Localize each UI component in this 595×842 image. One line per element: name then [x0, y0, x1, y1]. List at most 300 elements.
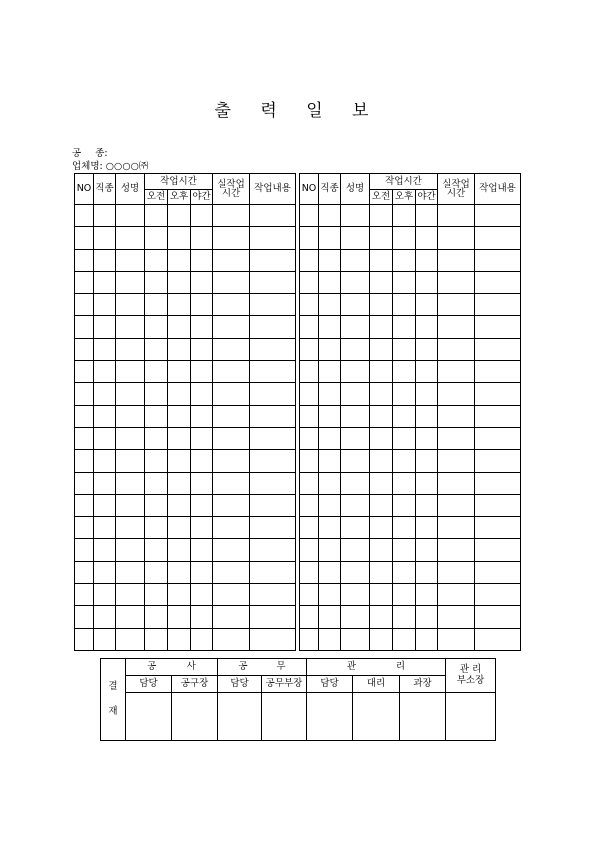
signature-cell[interactable] — [262, 693, 307, 741]
table-cell[interactable] — [191, 561, 213, 583]
table-cell[interactable] — [370, 205, 393, 227]
table-cell[interactable] — [168, 361, 191, 383]
table-cell[interactable] — [213, 316, 250, 338]
table-cell[interactable] — [300, 361, 319, 383]
table-cell[interactable] — [341, 427, 370, 449]
table-cell[interactable] — [300, 494, 319, 516]
table-cell[interactable] — [145, 227, 168, 249]
table-cell[interactable] — [438, 472, 475, 494]
table-cell[interactable] — [213, 294, 250, 316]
table-cell[interactable] — [475, 361, 521, 383]
table-cell[interactable] — [145, 294, 168, 316]
table-cell[interactable] — [75, 405, 94, 427]
table-cell[interactable] — [213, 361, 250, 383]
table-cell[interactable] — [438, 227, 475, 249]
table-cell[interactable] — [250, 427, 296, 449]
table-cell[interactable] — [213, 628, 250, 650]
table-cell[interactable] — [168, 450, 191, 472]
table-cell[interactable] — [341, 249, 370, 271]
table-cell[interactable] — [300, 227, 319, 249]
table-cell[interactable] — [300, 383, 319, 405]
table-cell[interactable] — [319, 316, 341, 338]
table-cell[interactable] — [191, 271, 213, 293]
table-cell[interactable] — [319, 227, 341, 249]
table-cell[interactable] — [191, 383, 213, 405]
table-cell[interactable] — [319, 472, 341, 494]
table-cell[interactable] — [370, 405, 393, 427]
table-cell[interactable] — [319, 205, 341, 227]
table-cell[interactable] — [75, 205, 94, 227]
table-cell[interactable] — [191, 606, 213, 628]
table-cell[interactable] — [191, 405, 213, 427]
table-cell[interactable] — [250, 628, 296, 650]
table-cell[interactable] — [168, 517, 191, 539]
signature-cell[interactable] — [446, 693, 496, 741]
table-cell[interactable] — [145, 494, 168, 516]
table-cell[interactable] — [300, 606, 319, 628]
table-cell[interactable] — [341, 383, 370, 405]
table-cell[interactable] — [116, 606, 145, 628]
table-cell[interactable] — [213, 227, 250, 249]
table-cell[interactable] — [319, 427, 341, 449]
table-cell[interactable] — [94, 450, 116, 472]
table-cell[interactable] — [475, 606, 521, 628]
table-cell[interactable] — [213, 205, 250, 227]
table-cell[interactable] — [116, 271, 145, 293]
table-cell[interactable] — [116, 450, 145, 472]
table-cell[interactable] — [416, 316, 438, 338]
table-cell[interactable] — [319, 405, 341, 427]
table-cell[interactable] — [94, 338, 116, 360]
table-cell[interactable] — [250, 316, 296, 338]
table-cell[interactable] — [438, 606, 475, 628]
table-cell[interactable] — [75, 338, 94, 360]
table-cell[interactable] — [438, 628, 475, 650]
table-cell[interactable] — [116, 383, 145, 405]
table-cell[interactable] — [116, 494, 145, 516]
table-cell[interactable] — [341, 561, 370, 583]
table-cell[interactable] — [416, 450, 438, 472]
table-cell[interactable] — [438, 561, 475, 583]
table-cell[interactable] — [116, 427, 145, 449]
table-cell[interactable] — [75, 561, 94, 583]
table-cell[interactable] — [145, 427, 168, 449]
table-cell[interactable] — [94, 361, 116, 383]
table-cell[interactable] — [116, 294, 145, 316]
table-cell[interactable] — [168, 338, 191, 360]
table-cell[interactable] — [393, 539, 416, 561]
table-cell[interactable] — [75, 427, 94, 449]
table-cell[interactable] — [145, 249, 168, 271]
table-cell[interactable] — [370, 383, 393, 405]
table-cell[interactable] — [438, 517, 475, 539]
table-cell[interactable] — [94, 427, 116, 449]
table-cell[interactable] — [475, 472, 521, 494]
table-cell[interactable] — [300, 338, 319, 360]
table-cell[interactable] — [393, 628, 416, 650]
table-cell[interactable] — [250, 539, 296, 561]
table-cell[interactable] — [341, 539, 370, 561]
table-cell[interactable] — [416, 628, 438, 650]
table-cell[interactable] — [300, 539, 319, 561]
table-cell[interactable] — [319, 561, 341, 583]
table-cell[interactable] — [94, 316, 116, 338]
table-cell[interactable] — [393, 606, 416, 628]
table-cell[interactable] — [341, 316, 370, 338]
signature-cell[interactable] — [126, 693, 172, 741]
table-cell[interactable] — [475, 316, 521, 338]
table-cell[interactable] — [300, 316, 319, 338]
table-cell[interactable] — [438, 205, 475, 227]
table-cell[interactable] — [145, 584, 168, 606]
table-cell[interactable] — [75, 316, 94, 338]
table-cell[interactable] — [438, 338, 475, 360]
table-cell[interactable] — [416, 338, 438, 360]
table-cell[interactable] — [341, 271, 370, 293]
table-cell[interactable] — [475, 561, 521, 583]
table-cell[interactable] — [438, 494, 475, 516]
table-cell[interactable] — [94, 271, 116, 293]
table-cell[interactable] — [341, 584, 370, 606]
table-cell[interactable] — [191, 472, 213, 494]
table-cell[interactable] — [475, 227, 521, 249]
table-cell[interactable] — [393, 450, 416, 472]
table-cell[interactable] — [191, 294, 213, 316]
table-cell[interactable] — [416, 606, 438, 628]
table-cell[interactable] — [319, 249, 341, 271]
table-cell[interactable] — [168, 227, 191, 249]
table-cell[interactable] — [393, 405, 416, 427]
table-cell[interactable] — [191, 338, 213, 360]
table-cell[interactable] — [168, 539, 191, 561]
signature-cell[interactable] — [172, 693, 218, 741]
table-cell[interactable] — [145, 472, 168, 494]
table-cell[interactable] — [191, 361, 213, 383]
table-cell[interactable] — [475, 450, 521, 472]
table-cell[interactable] — [250, 383, 296, 405]
table-cell[interactable] — [300, 584, 319, 606]
table-cell[interactable] — [168, 383, 191, 405]
table-cell[interactable] — [94, 494, 116, 516]
table-cell[interactable] — [191, 427, 213, 449]
table-cell[interactable] — [300, 405, 319, 427]
table-cell[interactable] — [393, 561, 416, 583]
table-cell[interactable] — [319, 271, 341, 293]
table-cell[interactable] — [393, 427, 416, 449]
table-cell[interactable] — [250, 227, 296, 249]
table-cell[interactable] — [475, 383, 521, 405]
table-cell[interactable] — [213, 405, 250, 427]
table-cell[interactable] — [145, 405, 168, 427]
table-cell[interactable] — [370, 472, 393, 494]
table-cell[interactable] — [370, 227, 393, 249]
table-cell[interactable] — [168, 494, 191, 516]
table-cell[interactable] — [116, 628, 145, 650]
table-cell[interactable] — [250, 249, 296, 271]
table-cell[interactable] — [75, 271, 94, 293]
table-cell[interactable] — [341, 405, 370, 427]
table-cell[interactable] — [213, 494, 250, 516]
table-cell[interactable] — [116, 338, 145, 360]
table-cell[interactable] — [438, 361, 475, 383]
table-cell[interactable] — [416, 249, 438, 271]
table-cell[interactable] — [145, 539, 168, 561]
table-cell[interactable] — [341, 494, 370, 516]
table-cell[interactable] — [370, 494, 393, 516]
table-cell[interactable] — [341, 227, 370, 249]
table-cell[interactable] — [370, 338, 393, 360]
table-cell[interactable] — [94, 205, 116, 227]
table-cell[interactable] — [416, 427, 438, 449]
table-cell[interactable] — [341, 361, 370, 383]
table-cell[interactable] — [191, 584, 213, 606]
table-cell[interactable] — [191, 227, 213, 249]
table-cell[interactable] — [75, 383, 94, 405]
table-cell[interactable] — [300, 561, 319, 583]
table-cell[interactable] — [393, 249, 416, 271]
table-cell[interactable] — [75, 361, 94, 383]
table-cell[interactable] — [116, 584, 145, 606]
table-cell[interactable] — [250, 271, 296, 293]
table-cell[interactable] — [341, 628, 370, 650]
table-cell[interactable] — [475, 271, 521, 293]
table-cell[interactable] — [168, 472, 191, 494]
table-cell[interactable] — [438, 405, 475, 427]
table-cell[interactable] — [475, 405, 521, 427]
table-cell[interactable] — [213, 539, 250, 561]
table-cell[interactable] — [319, 294, 341, 316]
table-cell[interactable] — [75, 294, 94, 316]
signature-cell[interactable] — [218, 693, 262, 741]
table-cell[interactable] — [370, 427, 393, 449]
table-cell[interactable] — [370, 294, 393, 316]
table-cell[interactable] — [94, 561, 116, 583]
table-cell[interactable] — [168, 584, 191, 606]
table-cell[interactable] — [416, 271, 438, 293]
table-cell[interactable] — [416, 584, 438, 606]
table-cell[interactable] — [250, 205, 296, 227]
table-cell[interactable] — [145, 606, 168, 628]
table-cell[interactable] — [319, 584, 341, 606]
table-cell[interactable] — [319, 361, 341, 383]
table-cell[interactable] — [75, 494, 94, 516]
table-cell[interactable] — [168, 271, 191, 293]
signature-cell[interactable] — [307, 693, 353, 741]
table-cell[interactable] — [213, 606, 250, 628]
table-cell[interactable] — [94, 628, 116, 650]
table-cell[interactable] — [370, 271, 393, 293]
table-cell[interactable] — [370, 606, 393, 628]
table-cell[interactable] — [191, 539, 213, 561]
table-cell[interactable] — [116, 472, 145, 494]
table-cell[interactable] — [475, 539, 521, 561]
table-cell[interactable] — [393, 205, 416, 227]
table-cell[interactable] — [319, 338, 341, 360]
table-cell[interactable] — [416, 294, 438, 316]
table-cell[interactable] — [370, 249, 393, 271]
table-cell[interactable] — [94, 517, 116, 539]
table-cell[interactable] — [75, 249, 94, 271]
table-cell[interactable] — [438, 539, 475, 561]
table-cell[interactable] — [393, 338, 416, 360]
table-cell[interactable] — [191, 494, 213, 516]
table-cell[interactable] — [341, 606, 370, 628]
table-cell[interactable] — [168, 606, 191, 628]
table-cell[interactable] — [145, 628, 168, 650]
table-cell[interactable] — [475, 628, 521, 650]
table-cell[interactable] — [75, 517, 94, 539]
table-cell[interactable] — [416, 539, 438, 561]
table-cell[interactable] — [319, 383, 341, 405]
table-cell[interactable] — [393, 227, 416, 249]
table-cell[interactable] — [213, 584, 250, 606]
table-cell[interactable] — [475, 584, 521, 606]
table-cell[interactable] — [475, 294, 521, 316]
table-cell[interactable] — [94, 472, 116, 494]
signature-cell[interactable] — [353, 693, 400, 741]
table-cell[interactable] — [300, 517, 319, 539]
table-cell[interactable] — [75, 539, 94, 561]
table-cell[interactable] — [213, 249, 250, 271]
table-cell[interactable] — [250, 361, 296, 383]
table-cell[interactable] — [250, 517, 296, 539]
table-cell[interactable] — [168, 205, 191, 227]
table-cell[interactable] — [94, 294, 116, 316]
table-cell[interactable] — [416, 361, 438, 383]
table-cell[interactable] — [145, 361, 168, 383]
table-cell[interactable] — [191, 205, 213, 227]
table-cell[interactable] — [75, 628, 94, 650]
table-cell[interactable] — [341, 517, 370, 539]
table-cell[interactable] — [370, 316, 393, 338]
table-cell[interactable] — [319, 606, 341, 628]
table-cell[interactable] — [416, 517, 438, 539]
table-cell[interactable] — [116, 405, 145, 427]
table-cell[interactable] — [250, 494, 296, 516]
table-cell[interactable] — [94, 584, 116, 606]
table-cell[interactable] — [370, 517, 393, 539]
table-cell[interactable] — [416, 472, 438, 494]
table-cell[interactable] — [94, 383, 116, 405]
table-cell[interactable] — [416, 494, 438, 516]
table-cell[interactable] — [168, 316, 191, 338]
table-cell[interactable] — [300, 249, 319, 271]
table-cell[interactable] — [416, 205, 438, 227]
signature-cell[interactable] — [400, 693, 446, 741]
table-cell[interactable] — [94, 405, 116, 427]
table-cell[interactable] — [145, 561, 168, 583]
table-cell[interactable] — [393, 383, 416, 405]
table-cell[interactable] — [145, 383, 168, 405]
table-cell[interactable] — [393, 316, 416, 338]
table-cell[interactable] — [145, 316, 168, 338]
table-cell[interactable] — [319, 494, 341, 516]
table-cell[interactable] — [393, 472, 416, 494]
table-cell[interactable] — [416, 227, 438, 249]
table-cell[interactable] — [75, 584, 94, 606]
table-cell[interactable] — [191, 316, 213, 338]
table-cell[interactable] — [213, 427, 250, 449]
table-cell[interactable] — [116, 539, 145, 561]
table-cell[interactable] — [168, 249, 191, 271]
table-cell[interactable] — [75, 227, 94, 249]
table-cell[interactable] — [250, 450, 296, 472]
table-cell[interactable] — [191, 517, 213, 539]
table-cell[interactable] — [250, 405, 296, 427]
table-cell[interactable] — [300, 427, 319, 449]
table-cell[interactable] — [475, 205, 521, 227]
table-cell[interactable] — [213, 383, 250, 405]
table-cell[interactable] — [475, 249, 521, 271]
table-cell[interactable] — [438, 249, 475, 271]
table-cell[interactable] — [438, 316, 475, 338]
table-cell[interactable] — [475, 517, 521, 539]
table-cell[interactable] — [75, 472, 94, 494]
table-cell[interactable] — [475, 427, 521, 449]
table-cell[interactable] — [475, 494, 521, 516]
table-cell[interactable] — [438, 584, 475, 606]
table-cell[interactable] — [168, 405, 191, 427]
table-cell[interactable] — [116, 561, 145, 583]
table-cell[interactable] — [438, 450, 475, 472]
table-cell[interactable] — [168, 628, 191, 650]
table-cell[interactable] — [416, 383, 438, 405]
table-cell[interactable] — [145, 271, 168, 293]
table-cell[interactable] — [300, 294, 319, 316]
table-cell[interactable] — [370, 361, 393, 383]
table-cell[interactable] — [191, 249, 213, 271]
table-cell[interactable] — [393, 361, 416, 383]
table-cell[interactable] — [416, 405, 438, 427]
table-cell[interactable] — [213, 561, 250, 583]
table-cell[interactable] — [145, 205, 168, 227]
table-cell[interactable] — [475, 338, 521, 360]
table-cell[interactable] — [116, 517, 145, 539]
table-cell[interactable] — [145, 517, 168, 539]
table-cell[interactable] — [319, 517, 341, 539]
table-cell[interactable] — [191, 450, 213, 472]
table-cell[interactable] — [341, 450, 370, 472]
table-cell[interactable] — [94, 539, 116, 561]
table-cell[interactable] — [94, 227, 116, 249]
table-cell[interactable] — [370, 628, 393, 650]
table-cell[interactable] — [213, 338, 250, 360]
table-cell[interactable] — [370, 450, 393, 472]
table-cell[interactable] — [393, 494, 416, 516]
table-cell[interactable] — [438, 294, 475, 316]
table-cell[interactable] — [116, 249, 145, 271]
table-cell[interactable] — [393, 584, 416, 606]
table-cell[interactable] — [250, 294, 296, 316]
table-cell[interactable] — [250, 606, 296, 628]
table-cell[interactable] — [168, 561, 191, 583]
table-cell[interactable] — [213, 472, 250, 494]
table-cell[interactable] — [116, 227, 145, 249]
table-cell[interactable] — [168, 294, 191, 316]
table-cell[interactable] — [319, 450, 341, 472]
table-cell[interactable] — [213, 271, 250, 293]
table-cell[interactable] — [116, 361, 145, 383]
table-cell[interactable] — [213, 517, 250, 539]
table-cell[interactable] — [191, 628, 213, 650]
table-cell[interactable] — [370, 584, 393, 606]
table-cell[interactable] — [341, 338, 370, 360]
table-cell[interactable] — [75, 450, 94, 472]
table-cell[interactable] — [168, 427, 191, 449]
table-cell[interactable] — [145, 450, 168, 472]
table-cell[interactable] — [250, 472, 296, 494]
table-cell[interactable] — [438, 271, 475, 293]
